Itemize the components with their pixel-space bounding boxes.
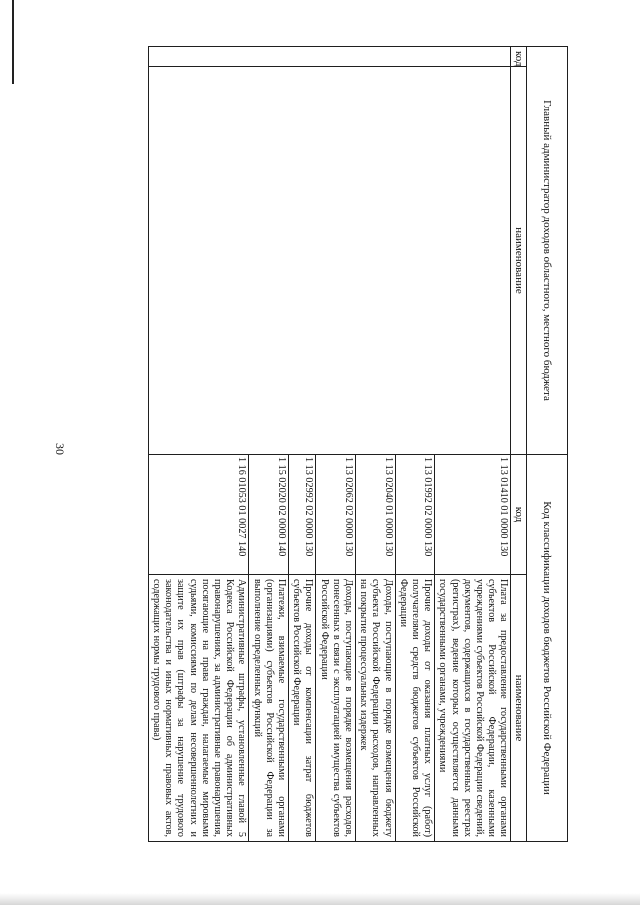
header-name-right: наименование — [511, 575, 527, 842]
admin-code-cell — [148, 47, 511, 67]
row-name: Доходы, поступающие в порядке возмещения бюджету субъекта Российской Федерации расходов, направленных на покрытие процессуальных издержек — [356, 575, 396, 842]
row-code: 1 13 01992 02 0000 130 — [395, 455, 435, 575]
admin-name-cell — [148, 67, 511, 455]
row-name: Доходы, поступающие в порядке возмещения расходов, понесенных в связи с эксплуатацией имущества субъектов Российской Федерации — [316, 575, 356, 842]
row-name: Платежи, взимаемые государственными органами (организациями) субъектов Российской Федерации за выполнение определенных функций — [249, 575, 289, 842]
header-name-left: наименование — [511, 67, 527, 455]
row-code: 1 16 01053 01 0027 140 — [148, 455, 249, 575]
row-name: Административные штрафы, установленные главой 5 Кодекса Российской Федерации об административных правонарушениях, за административные правонарушения, посягающие на права граждан, налагаемые мировыми судьями, комиссиями по делам несовершеннолетних и защите их прав (штрафы за нарушение трудового законодательства и иных нормативных правовых актов, содержащих нормы трудового права) — [148, 575, 249, 842]
page-number: 30 — [53, 443, 67, 455]
row-code: 1 13 02040 01 0000 130 — [356, 455, 396, 575]
row-name: Плата за предоставление государственными органами субъектов Российской Федерации, казенными учреждениями субъектов Российской Федерации сведений, документов, содержащихся в государственных реестрах (регистрах), ведение которых осуществляется данными государственными органами, учреждениями — [435, 575, 511, 842]
header-code-left: код — [511, 47, 527, 67]
income-classification-table — [148, 46, 568, 842]
row-code: 1 13 02062 02 0000 130 — [316, 455, 356, 575]
scan-bottom-edge — [0, 893, 640, 905]
row-code: 1 13 01410 01 0000 130 — [435, 455, 511, 575]
row-name: Прочие доходы от компенсации затрат бюджетов субъектов Российской Федерации — [289, 575, 316, 842]
header-classification: Код классификации доходов бюджетов Российской Федерации — [527, 455, 568, 842]
header-admin: Главный администратор доходов областного, местного бюджета — [527, 47, 568, 455]
table-row — [435, 47, 511, 842]
row-code: 1 13 02992 02 0000 130 — [289, 455, 316, 575]
header-row-columns — [511, 47, 527, 842]
row-code: 1 15 02020 02 0000 140 — [249, 455, 289, 575]
header-row-group — [527, 47, 568, 842]
row-name: Прочие доходы от оказания платных услуг (работ) получателями средств бюджетов субъектов Российской Федерации — [395, 575, 435, 842]
header-code-mid: код — [511, 455, 527, 575]
